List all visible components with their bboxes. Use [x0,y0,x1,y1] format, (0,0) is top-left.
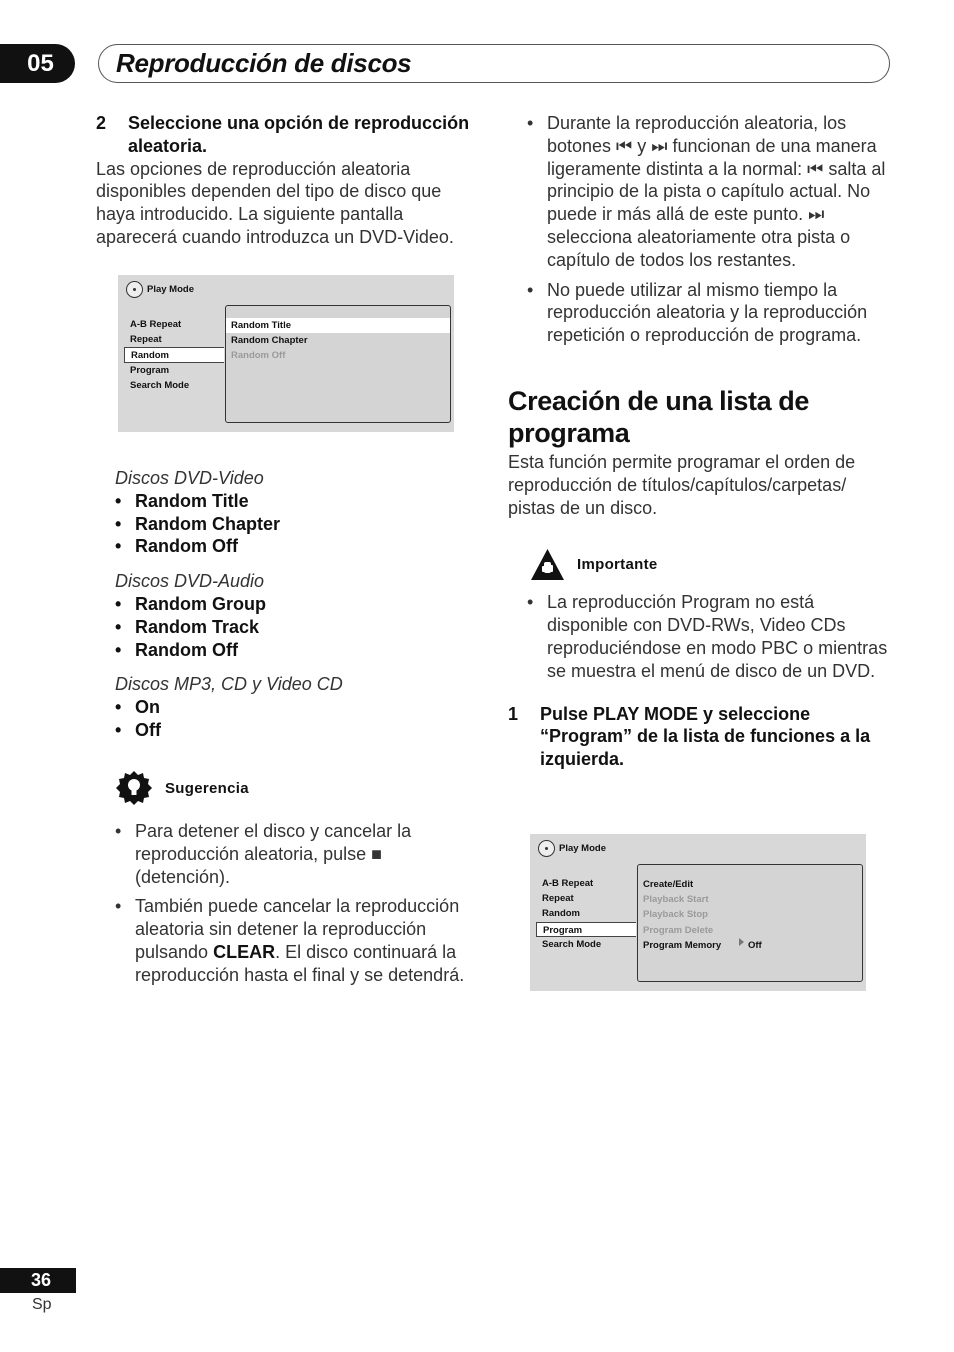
menu-item: A-B Repeat [542,878,594,889]
left-column [96,112,481,249]
tip-text: También puede cancelar la reproducción aleatoria sin detener la reproducción pulsando [135,896,460,962]
play-mode-screen-random [118,275,454,432]
screen-title: Play Mode [147,284,194,295]
intro-paragraph: Las opciones de reproducción aleatoria disponibles dependen del tipo de disco que haya introducido. La siguiente pantalla aparecerá cuando introduzca un DVD-Video. [96,158,454,247]
language-code: Sp [32,1296,52,1313]
group-category: Discos DVD-Audio [115,571,265,592]
step-text: Pulse PLAY MODE y seleccione “Program” de la lista de funciones a la izquierda. [540,703,871,770]
option-disabled: Playback Start [643,894,709,906]
option-disabled: Playback Stop [643,909,708,921]
menu-item: Search Mode [130,379,190,391]
menu-item: Search Mode [542,938,602,950]
option-highlighted: Random Title [226,318,450,333]
function-menu [124,317,224,393]
arrow-right-icon [739,938,744,946]
important-label: Importante [577,556,658,574]
group-option: • Random Group [115,593,495,616]
menu-item-selected: Random [124,347,224,362]
menu-item: Random [542,908,580,920]
group-option: • Random Chapter [115,513,495,536]
group-option: • On [115,696,495,719]
step-text: Seleccione una opción de reproducción aleatoria. [128,113,470,156]
disc-type-options [115,467,495,742]
option-program-memory [638,938,862,953]
options-panel [225,305,451,423]
chapter-title-bar [98,44,890,83]
section-intro: Esta función permite programar el orden de reproducción de títulos/capítulos/carpetas/ pistas de un disco. [508,451,856,518]
section-title: Creación de una lista de programa [508,385,809,448]
lightbulb-icon [115,770,153,806]
option-label: Program Memory [643,939,722,951]
option-disabled: Program Delete [643,924,714,936]
screen-header [538,840,606,857]
menu-item: Repeat [542,893,574,905]
group-mp3-cd [115,673,495,741]
step-1-heading [508,703,893,771]
tip-label: Sugerencia [165,779,249,797]
tip-text: . El disco continuará la reproducción hasta el final y se detendrá. [135,941,465,985]
page-number: 36 [0,1268,76,1293]
step-2-heading [96,112,481,158]
group-option: • Random Off [115,639,495,662]
group-option: • Random Track [115,616,495,639]
option: Create/Edit [643,879,694,890]
screen-title: Play Mode [559,843,606,854]
warning-icon [530,548,565,581]
random-notes [508,112,893,347]
menu-item-selected: Program [536,922,636,937]
option: Random Chapter [231,335,308,347]
menu-item: Program [130,364,170,376]
option-disabled: Random Off [231,350,286,362]
tip-item: • Para detener el disco y cancelar la reproducción aleatoria, pulse ■ (detención). [96,820,481,888]
tip-section [96,770,481,987]
note-item: • No puede utilizar al mismo tiempo la reproducción aleatoria y la reproducción repetición o reproducción de programa. [508,279,893,347]
group-dvd-video [115,467,495,558]
options-panel [637,864,863,982]
important-item: • La reproducción Program no está disponible con DVD-RWs, Video CDs reproduciéndose en modo PBC o mientras se muestra el menú de disco de un DVD. [508,591,893,682]
group-option: • Random Off [115,535,495,558]
step-number: 2 [96,113,107,133]
play-mode-screen-program [530,834,866,991]
step-number: 1 [508,703,519,724]
clear-button-label: CLEAR [213,941,276,962]
tip-list [96,820,481,987]
right-column [508,112,893,771]
tip-item [96,895,481,986]
disc-icon [538,840,555,857]
disc-icon [126,281,143,298]
group-option: • Random Title [115,490,495,513]
group-dvd-audio [115,570,495,661]
function-menu [536,876,636,952]
option-value: Off [748,939,762,951]
tip-header [115,770,481,806]
screen-header [126,281,194,298]
menu-item: Repeat [130,334,162,346]
important-list [508,591,893,682]
group-category: Discos MP3, CD y Video CD [115,674,343,695]
note-item: • Durante la reproducción aleatoria, los botones ⏮ y ⏭ funcionan de una manera ligeramente distinta a la normal: ⏮ salta al principio de la pista o capítulo actual. No puede ir más allá de este punto. ⏭ selecciona aleatoriamente otra pista o capítulo de todos los restantes. [508,112,893,272]
chapter-title: Reproducción de discos [116,48,412,78]
group-category: Discos DVD-Video [115,468,264,488]
group-option: • Off [115,719,495,742]
menu-item: A-B Repeat [130,319,182,330]
important-header [530,548,893,581]
chapter-number: 05 [0,44,75,83]
